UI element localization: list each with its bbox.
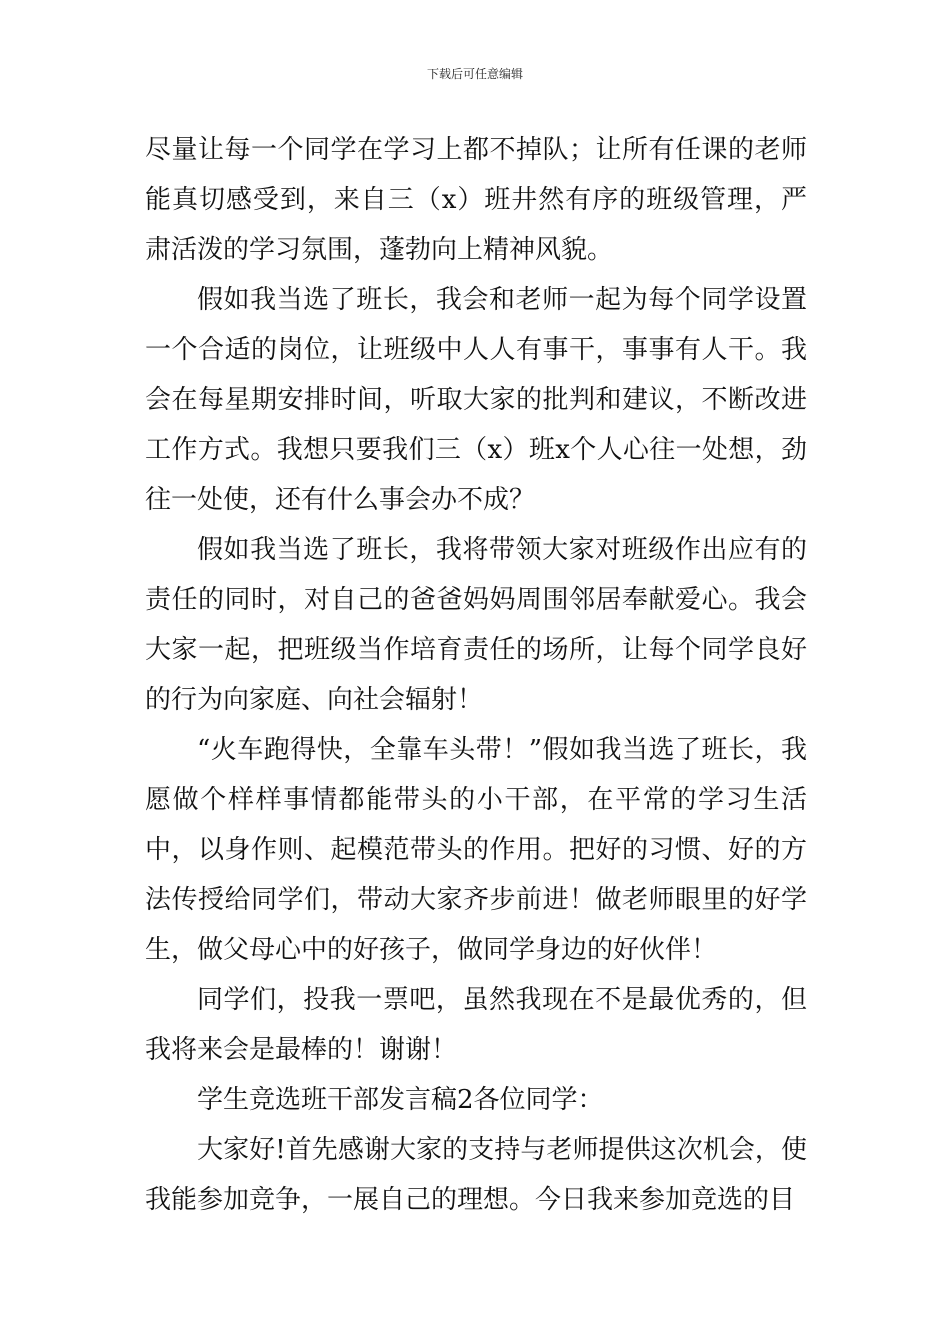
paragraph-3: 假如我当选了班长，我将带领大家对班级作出应有的责任的同时，对自己的爸爸妈妈周围邻居奉献爱心。我会大家一起，把班级当作培育责任的场所，让每个同学良好的行为向家庭、向社会辐射！	[145, 535, 807, 715]
section-heading: 学生竞选班干部发言稿2各位同学：	[197, 1085, 604, 1115]
page-header: 下载后可任意编辑	[426, 67, 523, 81]
paragraph-5: 同学们，投我一票吧，虽然我现在不是最优秀的，但我将来会是最棒的！谢谢！	[145, 985, 807, 1065]
paragraph-2: 假如我当选了班长，我会和老师一起为每个同学设置一个合适的岗位，让班级中人人有事干，事事有人干。我会在每星期安排时间，听取大家的批判和建议，不断改进工作方式。我想只要我们三（x）班x个人心往一处想，劲往一处使，还有什么事会办不成？	[145, 285, 807, 515]
paragraph-6: 大家好!首先感谢大家的支持与老师提供这次机会，使我能参加竞争，一展自己的理想。今日我来参加竞选的目	[145, 1135, 807, 1215]
document-body	[145, 125, 807, 1225]
paragraph-4: “火车跑得快，全靠车头带！”假如我当选了班长，我愿做个样样事情都能带头的小干部，在平常的学习生活中，以身作则、起模范带头的作用。把好的习惯、好的方法传授给同学们，带动大家齐步前进！做老师眼里的好学生，做父母心中的好孩子，做同学身边的好伙伴！	[145, 735, 807, 965]
paragraph-1: 尽量让每一个同学在学习上都不掉队；让所有任课的老师能真切感受到，来自三（x）班井然有序的班级管理，严肃活泼的学习氛围，蓬勃向上精神风貌。	[145, 135, 807, 265]
